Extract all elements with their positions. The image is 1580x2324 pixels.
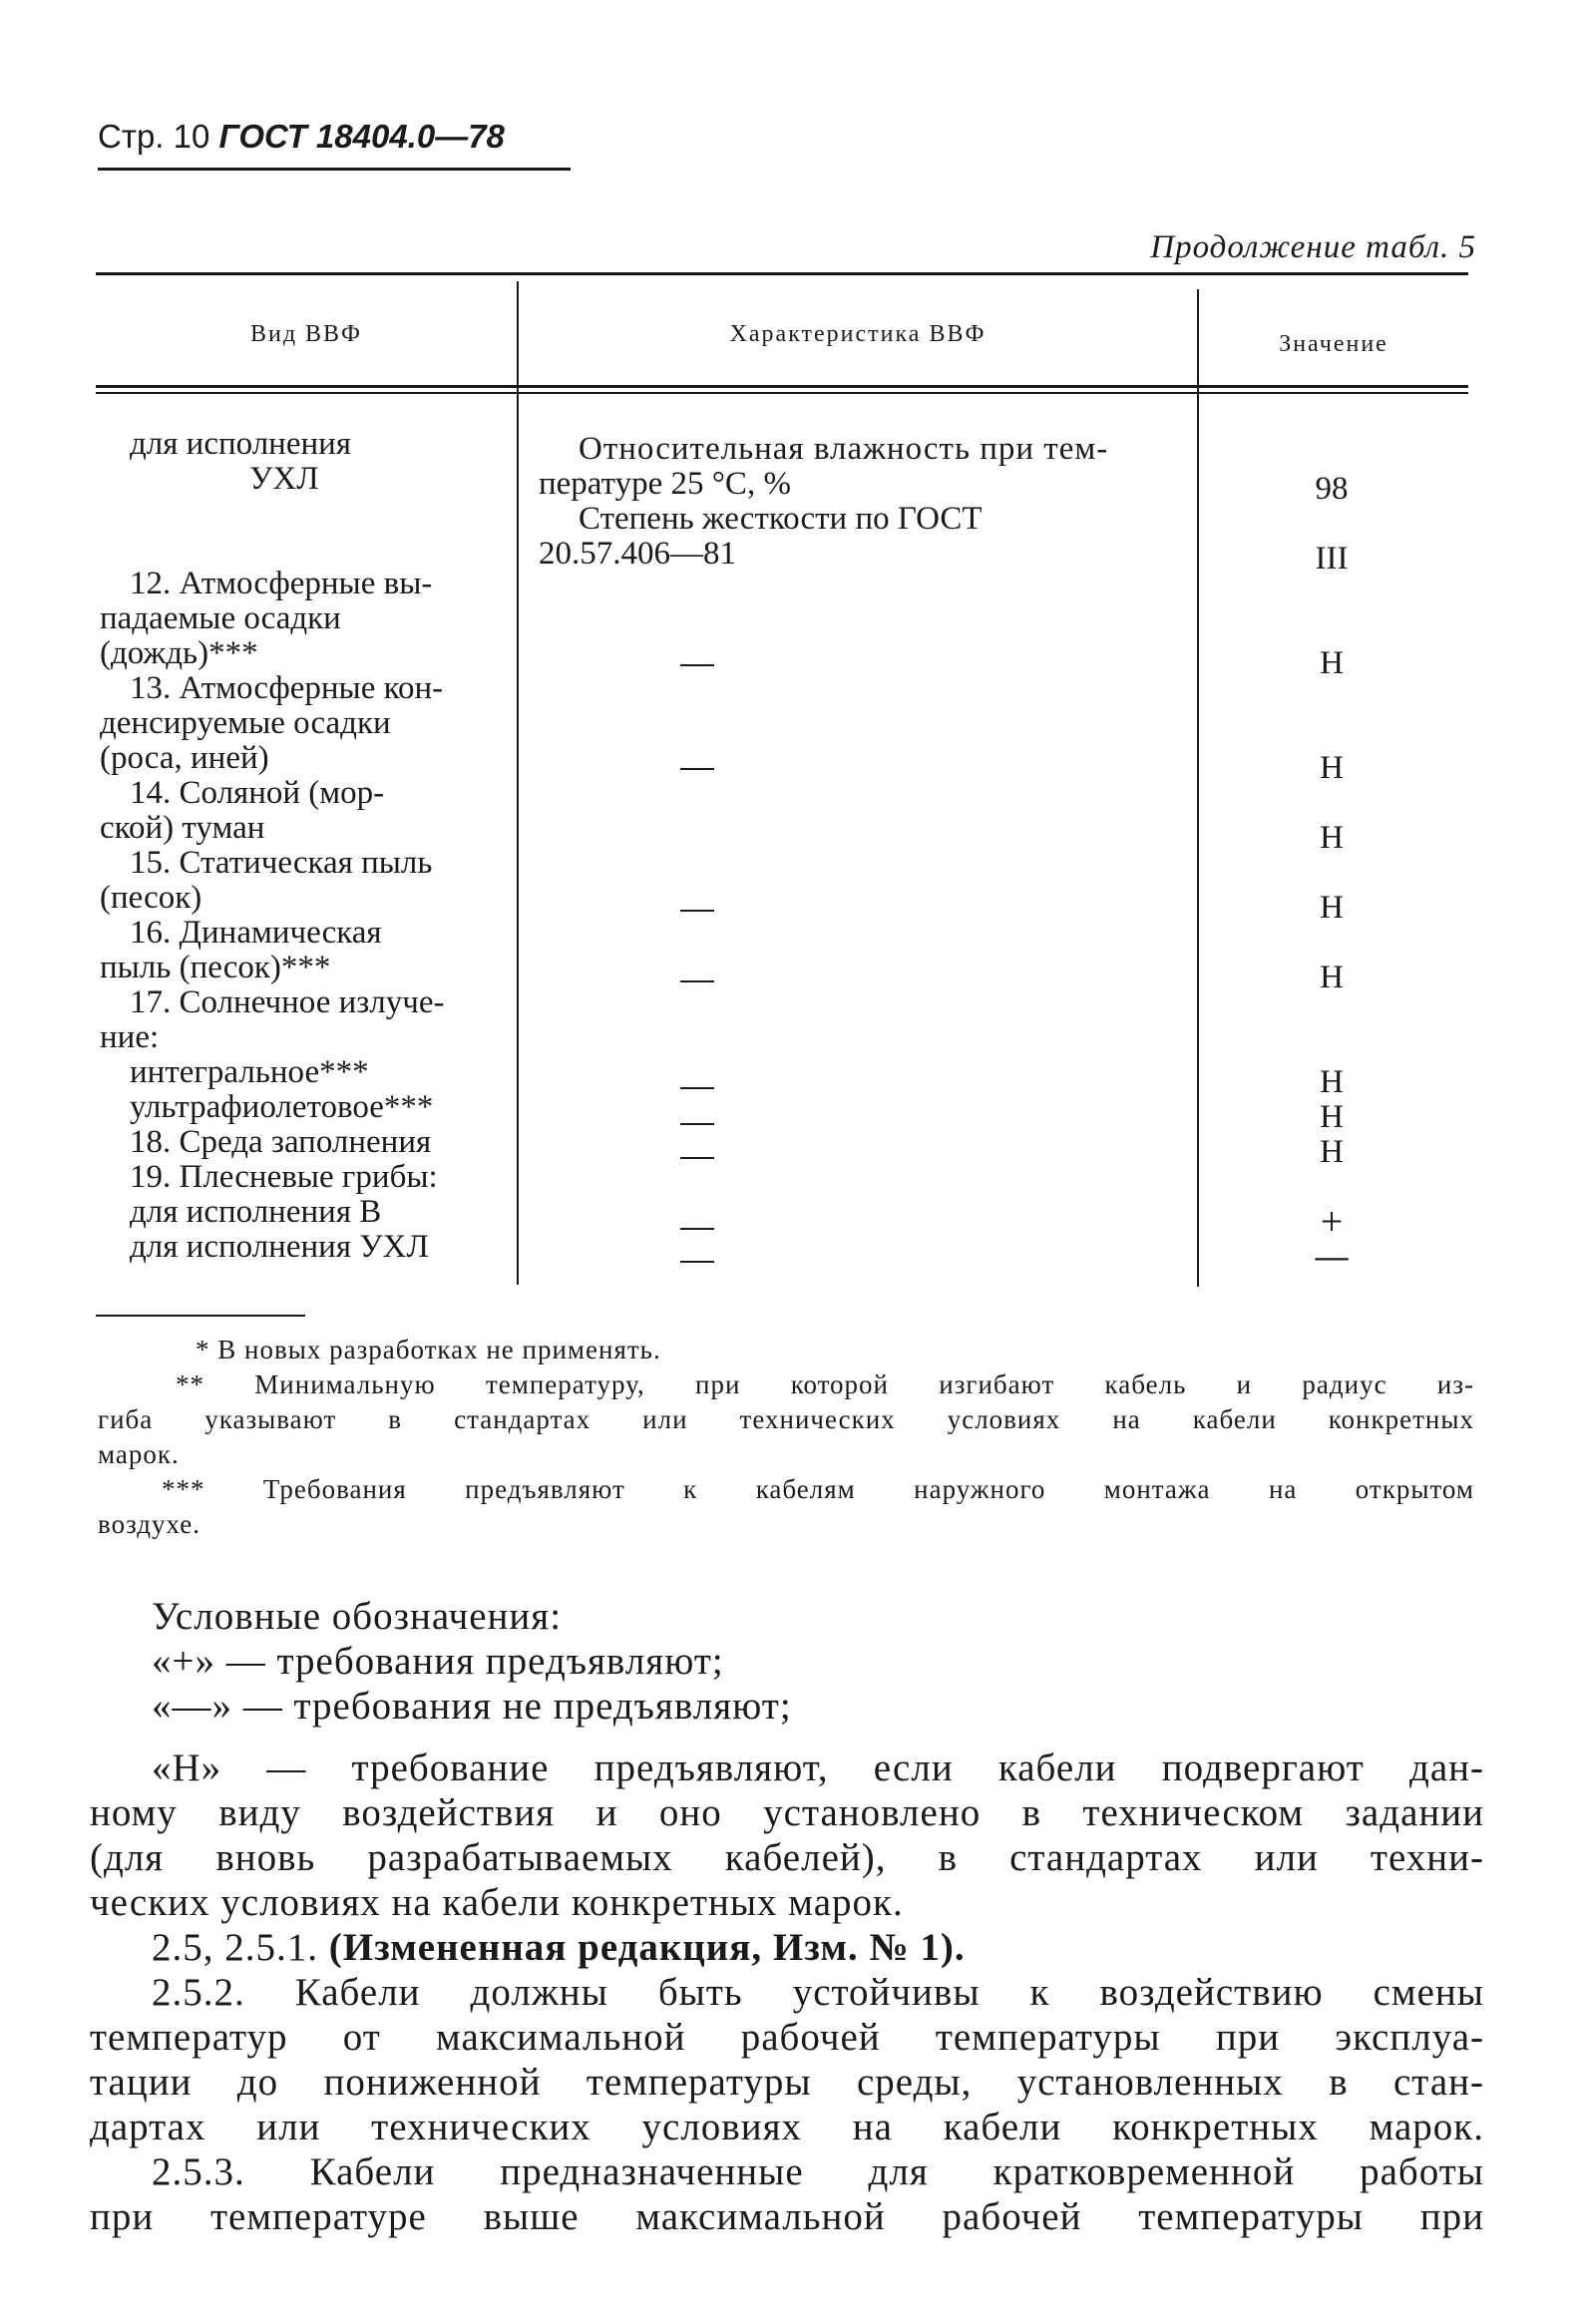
- legend-item-h: «Н» — требование предъявляют, если кабели подвергают дан-: [152, 1746, 1484, 1789]
- table-cell-type: 17. Солнечное излуче-: [130, 984, 445, 1020]
- paragraph-line: при температуре выше максимальной рабочей температуры при: [90, 2195, 1484, 2238]
- footnote-rule: [96, 1315, 305, 1317]
- column-header-type: Вид ВВФ: [249, 321, 363, 347]
- dash-mark: [680, 1228, 714, 1230]
- table-cell-value: III: [1315, 541, 1349, 577]
- table-cell-type: (песок): [100, 880, 202, 916]
- dash-mark: [680, 1157, 714, 1159]
- table-cell-value: Н: [1320, 890, 1344, 926]
- clause-2-5-3: 2.5.3. Кабели предназначенные для кратковременной работы: [152, 2150, 1484, 2193]
- table-cell-type: для исполнения УХЛ: [130, 1229, 429, 1265]
- footnote: * В новых разработках не применять.: [196, 1335, 661, 1364]
- column-header-characteristic: Характеристика ВВФ: [729, 321, 987, 347]
- table-cell-type: УХЛ: [249, 461, 319, 497]
- table-cell-type: для исполнения В: [130, 1194, 382, 1230]
- table-cell-type: для исполнения: [130, 426, 351, 462]
- table-cell-type: ние:: [100, 1019, 160, 1055]
- table-cell-type: 13. Атмосферные кон-: [130, 670, 444, 706]
- header-rule: [98, 168, 571, 171]
- table-cell-value: +: [1320, 1199, 1344, 1244]
- dash-mark: [680, 910, 714, 912]
- column-header-value: Значение: [1279, 331, 1388, 357]
- amendment-line: [152, 1925, 966, 1970]
- page-number: Стр. 10: [98, 118, 210, 155]
- table-cell-type: денсируемые осадки: [100, 705, 391, 741]
- footnote: гиба указывают в стандартах или технических условиях на кабели конкретных: [98, 1404, 1474, 1434]
- page-header: [98, 118, 505, 156]
- table-top-rule: [96, 272, 1468, 275]
- table-cell-type: пыль (песок)***: [100, 950, 331, 985]
- table-cell-value: Н: [1320, 750, 1344, 786]
- table-divider-1: [517, 281, 519, 1285]
- table-cell-value: 98: [1315, 471, 1349, 507]
- paragraph-line: тации до пониженной температуры среды, установленных в стан-: [90, 2061, 1484, 2104]
- dash-mark: [680, 980, 714, 982]
- dash-mark: [680, 768, 714, 770]
- table-cell-characteristic: 20.57.406—81: [539, 536, 736, 572]
- table-cell-type: ской) туман: [100, 810, 265, 846]
- table-cell-type: 15. Статическая пыль: [130, 845, 433, 881]
- footnote: марок.: [98, 1439, 180, 1469]
- table-cell-value: Н: [1320, 820, 1344, 856]
- table-cell-type: интегральное***: [130, 1054, 369, 1090]
- table-cell-type: (роса, иней): [100, 740, 269, 776]
- table-cell-type: 19. Плесневые грибы:: [130, 1159, 438, 1195]
- table-cell-characteristic: Степень жесткости по ГОСТ: [579, 501, 983, 537]
- table-cell-type: ультрафиолетовое***: [130, 1089, 434, 1125]
- table-cell-type: падаемые осадки: [100, 600, 341, 636]
- table-cell-type: 14. Соляной (мор-: [130, 775, 385, 811]
- table-cell-type: (дождь)***: [100, 635, 258, 671]
- table-cell-type: 12. Атмосферные вы-: [130, 566, 433, 601]
- table-cell-type: 18. Среда заполнения: [130, 1124, 432, 1160]
- footnote: ** Минимальную температуру, при которой изгибают кабель и радиус из-: [176, 1369, 1474, 1399]
- paragraph-line: дартах или технических условиях на кабели конкретных марок.: [90, 2106, 1484, 2148]
- dash-mark: [680, 664, 714, 666]
- footnote: *** Требования предъявляют к кабелям наружного монтажа на открытом: [162, 1474, 1474, 1504]
- dash-mark: [680, 1261, 714, 1263]
- paragraph-line: температур от максимальной рабочей температуры при эксплуа-: [90, 2016, 1484, 2059]
- paragraph-line: ному виду воздействия и оно установлено в техническом задании: [90, 1791, 1484, 1834]
- amendment-note: (Измененная редакция, Изм. № 1).: [328, 1926, 966, 1969]
- table-cell-value: Н: [1320, 1064, 1344, 1100]
- dash-mark: [680, 1087, 714, 1089]
- table-cell-value: Н: [1320, 1099, 1344, 1135]
- legend-item-dash: «—» — требования не предъявляют;: [152, 1685, 792, 1728]
- table-cell-value: Н: [1320, 1134, 1344, 1170]
- table-cell-characteristic: пературе 25 °C, %: [539, 466, 791, 502]
- footnote: воздухе.: [98, 1509, 201, 1539]
- table-cell-value: Н: [1320, 645, 1344, 681]
- table-cell-characteristic: Относительная влажность при тем-: [579, 431, 1109, 467]
- table-continuation-caption: Продолжение табл. 5: [1150, 229, 1476, 265]
- clause-2-5-2: 2.5.2. Кабели должны быть устойчивы к воздействию смены: [152, 1971, 1484, 2014]
- paragraph-line: ческих условиях на кабели конкретных марок.: [90, 1881, 904, 1924]
- clause-number: 2.5, 2.5.1.: [152, 1926, 318, 1969]
- table-head-rule-1: [96, 385, 1468, 388]
- standard-code: ГОСТ 18404.0—78: [218, 118, 505, 155]
- legend-heading: Условные обозначения:: [152, 1595, 563, 1638]
- dash-mark: [680, 1123, 714, 1125]
- legend-item-plus: «+» — требования предъявляют;: [152, 1640, 724, 1683]
- table-cell-value: Н: [1320, 960, 1344, 995]
- table-cell-type: 16. Динамическая: [130, 915, 382, 951]
- table-head-rule-2: [96, 392, 1468, 394]
- paragraph-line: (для вновь разрабатываемых кабелей), в стандартах или техни-: [90, 1836, 1484, 1879]
- table-cell-value: —: [1315, 1239, 1349, 1275]
